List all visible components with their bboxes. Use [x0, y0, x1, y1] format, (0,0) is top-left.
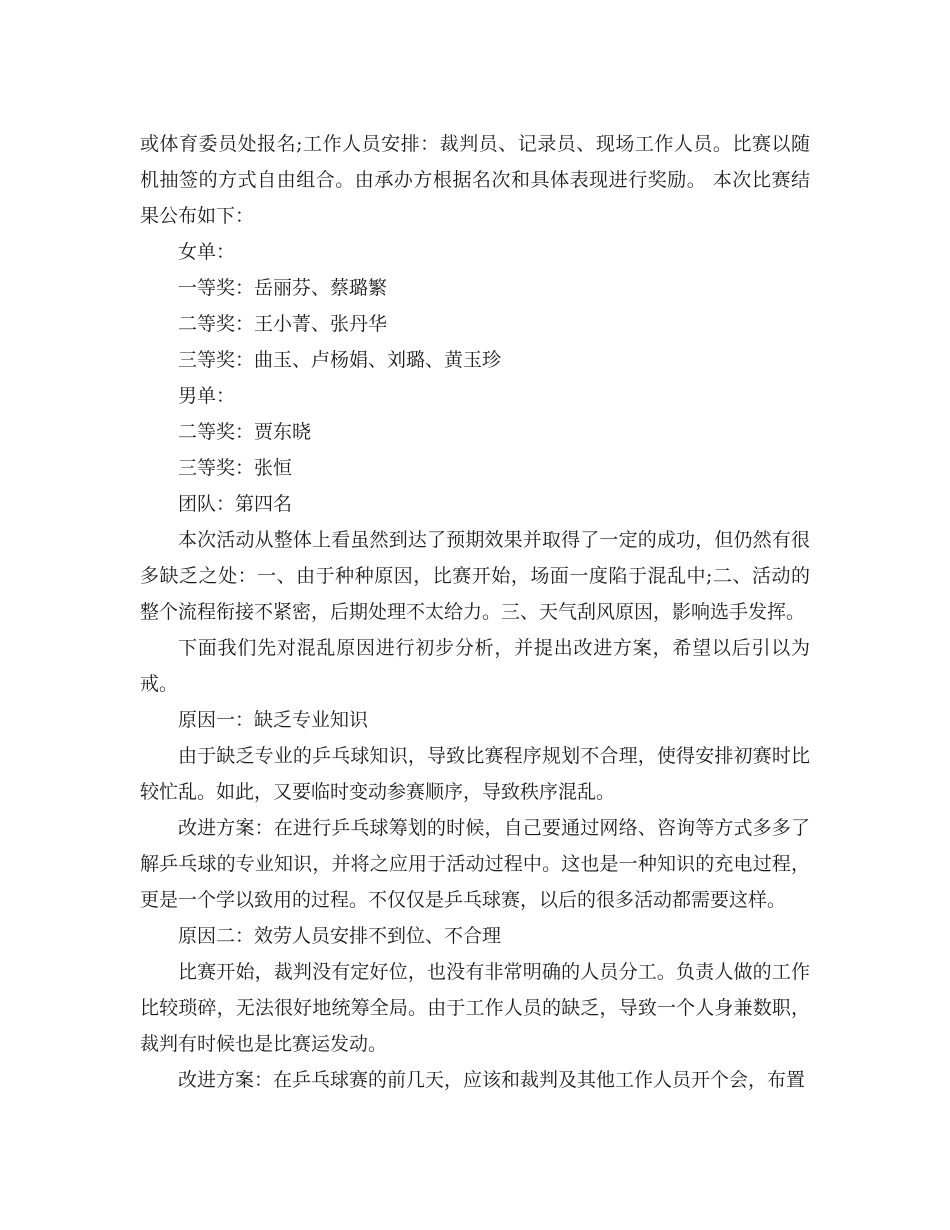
- paragraph-improvement-one: 改进方案：在进行乒乓球筹划的时候，自己要通过网络、咨询等方式多多了解乒乓球的专业知识，并将之应用于活动过程中。这也是一种知识的充电过程，更是一个学以致用的过程。不仅仅是乒乓球赛，以后的很多活动都需要这样。: [140, 817, 810, 911]
- paragraph-registration: 或体育委员处报名;工作人员安排：裁判员、记录员、现场工作人员。比赛以随机抽签的方式自由组合。由承办方根据名次和具体表现进行奖励。 本次比赛结果公布如下：: [140, 133, 810, 227]
- paragraph-improvement-two: 改进方案：在乒乓球赛的前几天，应该和裁判及其他工作人员开个会，布置: [178, 1069, 806, 1091]
- paragraph-reason-one-heading: 原因一：缺乏专业知识: [178, 709, 369, 731]
- paragraph-men-third-prize: 三等奖：张恒: [178, 457, 293, 479]
- paragraph-summary: 本次活动从整体上看虽然到达了预期效果并取得了一定的成功，但仍然有很多缺乏之处：一、由于种种原因，比赛开始，场面一度陷于混乱中;二、活动的整个流程衔接不紧密，后期处理不太给力。三、天气刮风原因，影响选手发挥。: [140, 529, 810, 623]
- paragraph-women-singles-heading: 女单：: [178, 241, 236, 263]
- paragraph-women-third-prize: 三等奖：曲玉、卢杨娟、刘璐、黄玉珍: [178, 349, 502, 371]
- paragraph-reason-one-body: 由于缺乏专业的乒乓球知识，导致比赛程序规划不合理，使得安排初赛时比较忙乱。如此，又要临时变动参赛顺序，导致秩序混乱。: [140, 745, 810, 803]
- paragraph-men-singles-heading: 男单：: [178, 385, 236, 407]
- paragraph-reason-two-heading: 原因二：效劳人员安排不到位、不合理: [178, 925, 502, 947]
- paragraph-men-second-prize: 二等奖：贾东晓: [178, 421, 312, 443]
- paragraph-analysis-intro: 下面我们先对混乱原因进行初步分析，并提出改进方案，希望以后引以为戒。: [140, 637, 810, 695]
- paragraph-women-first-prize: 一等奖：岳丽芬、蔡璐繁: [178, 277, 388, 299]
- paragraph-reason-two-body: 比赛开始，裁判没有定好位，也没有非常明确的人员分工。负责人做的工作比较琐碎，无法很好地统筹全局。由于工作人员的缺乏，导致一个人身兼数职，裁判有时候也是比赛运发动。: [140, 961, 810, 1055]
- paragraph-team-result: 团队：第四名: [178, 493, 293, 515]
- document-body: [140, 126, 810, 1098]
- paragraph-women-second-prize: 二等奖：王小菁、张丹华: [178, 313, 388, 335]
